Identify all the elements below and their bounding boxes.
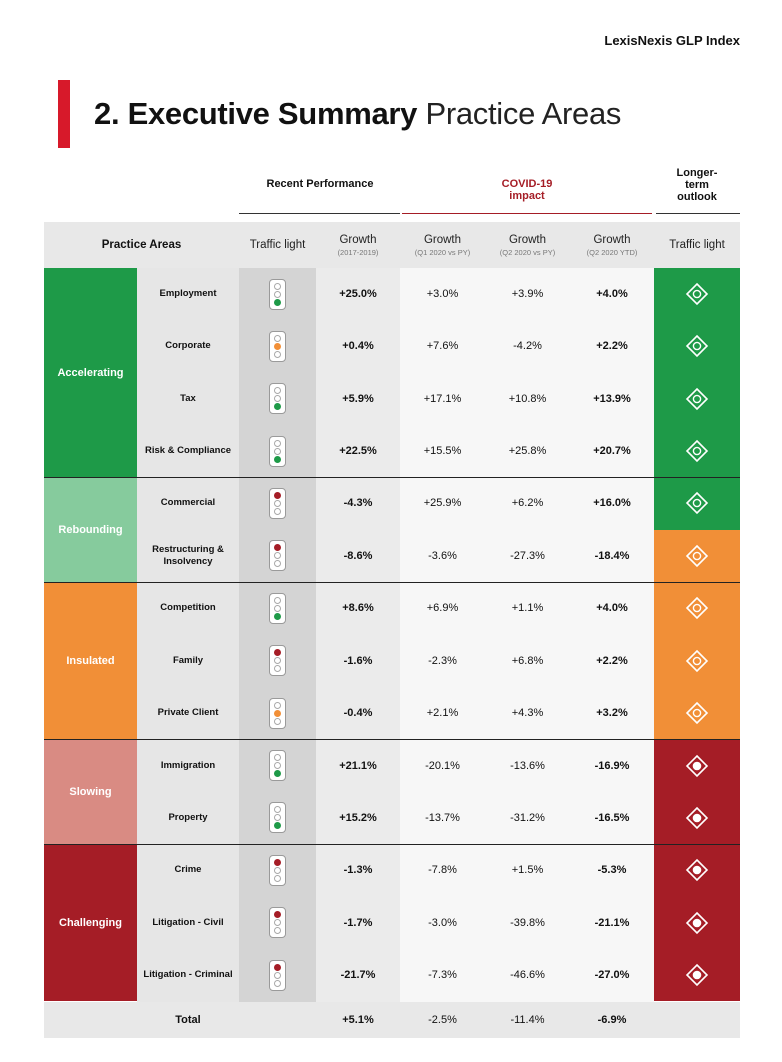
brand-name: LexisNexis GLP Index (604, 33, 740, 48)
growth-2017-2019: +8.6% (342, 602, 374, 615)
table-row (0, 792, 782, 844)
total-row (0, 1002, 782, 1038)
outlook-diamond-icon (685, 334, 709, 358)
practice-area-name: Property (168, 811, 208, 823)
growth-q2-ytd: +2.2% (596, 654, 628, 667)
lamp-green (274, 508, 281, 515)
lamp-amber (274, 867, 281, 874)
outlook-diamond-icon (685, 649, 709, 673)
lamp-green (274, 560, 281, 567)
lamp-green (274, 980, 281, 987)
total-q2: -11.4% (510, 1014, 545, 1026)
lamp-amber (274, 762, 281, 769)
growth-2017-2019: +21.1% (339, 759, 377, 772)
band-insulated: Insulated (44, 582, 137, 739)
growth-q2-2020: -4.2% (513, 340, 542, 353)
growth-q2-2020: +6.8% (511, 654, 544, 667)
lamp-red (274, 597, 281, 604)
growth-q2-2020: -13.6% (510, 759, 545, 772)
growth-q2-ytd: +16.0% (593, 497, 631, 510)
group-covid-impact: COVID-19 impact (501, 178, 553, 202)
outlook-cell (654, 582, 740, 634)
group-covid-line (402, 213, 652, 214)
lamp-amber (274, 972, 281, 979)
table-row (0, 949, 782, 1001)
outlook-diamond-icon (685, 387, 709, 411)
traffic-light-cell (239, 844, 316, 896)
lamp-green (274, 875, 281, 882)
lamp-red (274, 754, 281, 761)
growth-q2-2020: -31.2% (510, 811, 545, 824)
practice-area-name: Immigration (160, 759, 216, 771)
traffic-light-icon (269, 540, 286, 571)
header-traffic-light: Traffic light (249, 239, 306, 251)
growth-q1-2020: -13.7% (425, 811, 460, 824)
growth-q1-2020: +7.6% (426, 340, 459, 353)
practice-area-name: Competition (160, 602, 216, 614)
traffic-light-cell (239, 687, 316, 739)
growth-q2-ytd: -16.5% (594, 811, 630, 824)
outlook-diamond-icon (685, 806, 709, 830)
growth-q2-2020: -27.3% (510, 549, 545, 562)
band-challenging: Challenging (44, 844, 137, 1001)
traffic-light-icon (269, 279, 286, 310)
growth-q2-2020: +1.5% (511, 864, 544, 877)
growth-q2-ytd: +4.0% (596, 602, 628, 615)
growth-2017-2019: -8.6% (343, 549, 373, 562)
total-ytd: -6.9% (597, 1014, 627, 1026)
table-row (0, 739, 782, 791)
traffic-light-cell (239, 373, 316, 425)
header-growth-ytd: Growth (Q2 2020 YTD) (586, 233, 638, 257)
growth-q2-ytd: +2.2% (596, 340, 628, 353)
traffic-light-cell (239, 897, 316, 949)
growth-2017-2019: -4.3% (343, 497, 373, 510)
table-row (0, 530, 782, 583)
lamp-amber (274, 657, 281, 664)
traffic-light-cell (239, 739, 316, 791)
header-growth-2017-2019: Growth (2017-2019) (337, 233, 379, 257)
table-row (0, 373, 782, 425)
growth-2017-2019: -21.7% (340, 969, 376, 982)
practice-area-name: Litigation - Criminal (143, 969, 233, 981)
traffic-light-icon (269, 907, 286, 938)
lamp-amber (274, 552, 281, 559)
lamp-green (274, 718, 281, 725)
outlook-diamond-icon (685, 491, 709, 515)
lamp-red (274, 544, 281, 551)
traffic-light-cell (239, 530, 316, 583)
growth-q1-2020: +15.5% (423, 445, 462, 458)
lamp-amber (274, 500, 281, 507)
lamp-amber (274, 291, 281, 298)
growth-q1-2020: +2.1% (426, 707, 459, 720)
lamp-amber (274, 448, 281, 455)
growth-q1-2020: +25.9% (423, 497, 462, 510)
outlook-cell (654, 530, 740, 583)
practice-area-name: Corporate (165, 340, 211, 352)
growth-q2-2020: +4.3% (511, 707, 544, 720)
growth-q2-2020: -46.6% (510, 969, 545, 982)
group-longer-term: Longer-term outlook (676, 167, 718, 203)
outlook-diamond-icon (685, 701, 709, 725)
outlook-diamond-icon (685, 911, 709, 935)
traffic-light-icon (269, 960, 286, 991)
outlook-diamond-icon (685, 754, 709, 778)
growth-2017-2019: +15.2% (339, 811, 377, 824)
traffic-light-cell (239, 949, 316, 1001)
outlook-cell (654, 792, 740, 844)
outlook-cell (654, 739, 740, 791)
header-outlook-traffic-light: Traffic light (669, 239, 725, 251)
outlook-diamond-icon (685, 963, 709, 987)
table-row (0, 582, 782, 634)
header-growth-q1: Growth (Q1 2020 vs PY) (414, 233, 471, 257)
title-subtitle: Practice Areas (425, 96, 622, 131)
growth-q1-2020: -3.0% (428, 916, 457, 929)
lamp-amber (274, 919, 281, 926)
table-row (0, 425, 782, 477)
practice-area-name: Private Client (157, 707, 219, 719)
growth-q2-ytd: +4.0% (596, 288, 628, 301)
practice-area-name: Family (172, 654, 204, 666)
growth-q2-2020: +1.1% (511, 602, 544, 615)
traffic-light-cell (239, 582, 316, 634)
lamp-red (274, 283, 281, 290)
growth-q2-2020: +10.8% (508, 392, 547, 405)
total-perf: +5.1% (342, 1014, 374, 1026)
table-row (0, 687, 782, 739)
outlook-cell (654, 635, 740, 687)
outlook-cell (654, 949, 740, 1001)
growth-q2-2020: +3.9% (511, 288, 544, 301)
growth-q1-2020: -20.1% (425, 759, 460, 772)
traffic-light-icon (269, 750, 286, 781)
growth-2017-2019: +22.5% (339, 445, 377, 458)
lamp-amber (274, 395, 281, 402)
band-separator (44, 582, 740, 583)
lamp-red (274, 964, 281, 971)
growth-q2-ytd: +3.2% (596, 707, 628, 720)
lamp-green (274, 822, 281, 829)
band-separator (44, 477, 740, 478)
lamp-amber (274, 605, 281, 612)
header-practice-areas: Practice Areas (101, 239, 182, 251)
growth-2017-2019: -1.6% (343, 654, 373, 667)
lamp-green (274, 613, 281, 620)
group-longer-line (656, 213, 740, 214)
growth-2017-2019: -0.4% (343, 707, 373, 720)
traffic-light-icon (269, 488, 286, 519)
outlook-diamond-icon (685, 282, 709, 306)
title-section: 2. Executive Summary (94, 96, 418, 131)
table-row (0, 268, 782, 320)
header-growth-q2: Growth (Q2 2020 vs PY) (499, 233, 556, 257)
growth-q2-ytd: +13.9% (593, 392, 631, 405)
growth-q2-ytd: -27.0% (594, 969, 630, 982)
table-row (0, 477, 782, 530)
traffic-light-icon (269, 383, 286, 414)
practice-area-name: Tax (180, 392, 196, 404)
outlook-diamond-icon (685, 439, 709, 463)
growth-q1-2020: -7.8% (428, 864, 457, 877)
lamp-red (274, 911, 281, 918)
traffic-light-icon (269, 331, 286, 362)
growth-q2-2020: -39.8% (510, 916, 545, 929)
traffic-light-cell (239, 268, 316, 320)
growth-q1-2020: -3.6% (428, 549, 457, 562)
practice-area-name: Risk & Compliance (144, 445, 232, 457)
lamp-red (274, 335, 281, 342)
lamp-red (274, 806, 281, 813)
lamp-amber (274, 343, 281, 350)
band-separator (44, 844, 740, 845)
lamp-red (274, 387, 281, 394)
outlook-cell (654, 897, 740, 949)
traffic-light-icon (269, 645, 286, 676)
group-recent-performance: Recent Performance (266, 178, 374, 190)
traffic-light-icon (269, 802, 286, 833)
group-recent-line (239, 213, 400, 214)
lamp-green (274, 770, 281, 777)
band-rebounding: Rebounding (44, 477, 137, 582)
traffic-light-cell (239, 635, 316, 687)
practice-area-name: Commercial (160, 497, 216, 509)
growth-q2-ytd: -21.1% (594, 916, 630, 929)
table-row (0, 320, 782, 372)
table-row (0, 844, 782, 896)
growth-q1-2020: +6.9% (426, 602, 459, 615)
growth-q1-2020: -7.3% (428, 969, 457, 982)
growth-q2-ytd: -5.3% (597, 864, 627, 877)
outlook-cell (654, 373, 740, 425)
practice-area-name: Crime (174, 864, 202, 876)
lamp-amber (274, 710, 281, 717)
lamp-amber (274, 814, 281, 821)
growth-2017-2019: -1.3% (343, 864, 373, 877)
total-q1: -2.5% (428, 1014, 457, 1026)
traffic-light-icon (269, 593, 286, 624)
total-label: Total (175, 1014, 201, 1026)
lamp-red (274, 702, 281, 709)
outlook-diamond-icon (685, 596, 709, 620)
outlook-cell (654, 425, 740, 477)
page-title (94, 96, 621, 132)
outlook-cell (654, 477, 740, 530)
growth-q1-2020: +17.1% (423, 392, 462, 405)
lamp-red (274, 440, 281, 447)
outlook-cell (654, 844, 740, 896)
lamp-green (274, 456, 281, 463)
lamp-green (274, 351, 281, 358)
growth-2017-2019: +25.0% (339, 288, 377, 301)
outlook-diamond-icon (685, 544, 709, 568)
outlook-diamond-icon (685, 858, 709, 882)
growth-2017-2019: +0.4% (342, 340, 374, 353)
table-row (0, 897, 782, 949)
outlook-cell (654, 687, 740, 739)
traffic-light-cell (239, 792, 316, 844)
table-row (0, 635, 782, 687)
outlook-cell (654, 320, 740, 372)
lamp-green (274, 665, 281, 672)
lamp-green (274, 927, 281, 934)
traffic-light-icon (269, 855, 286, 886)
growth-q2-2020: +6.2% (511, 497, 544, 510)
lamp-red (274, 649, 281, 656)
band-separator (44, 739, 740, 740)
traffic-light-cell (239, 320, 316, 372)
growth-2017-2019: +5.9% (342, 392, 374, 405)
growth-2017-2019: -1.7% (343, 916, 373, 929)
growth-q1-2020: +3.0% (426, 288, 459, 301)
growth-q1-2020: -2.3% (428, 654, 457, 667)
practice-area-name: Restructuring & Insolvency (152, 543, 224, 567)
band-accelerating: Accelerating (44, 268, 137, 477)
band-slowing: Slowing (44, 739, 137, 844)
lamp-red (274, 859, 281, 866)
growth-q2-2020: +25.8% (508, 445, 547, 458)
traffic-light-icon (269, 436, 286, 467)
lamp-green (274, 403, 281, 410)
title-accent-bar (58, 80, 70, 148)
growth-q2-ytd: -18.4% (594, 549, 630, 562)
outlook-cell (654, 268, 740, 320)
traffic-light-cell (239, 477, 316, 530)
lamp-red (274, 492, 281, 499)
traffic-light-icon (269, 698, 286, 729)
practice-area-name: Employment (159, 288, 217, 300)
growth-q2-ytd: -16.9% (594, 759, 630, 772)
traffic-light-cell (239, 425, 316, 477)
practice-area-name: Litigation - Civil (152, 916, 224, 928)
growth-q2-ytd: +20.7% (593, 445, 631, 458)
lamp-green (274, 299, 281, 306)
